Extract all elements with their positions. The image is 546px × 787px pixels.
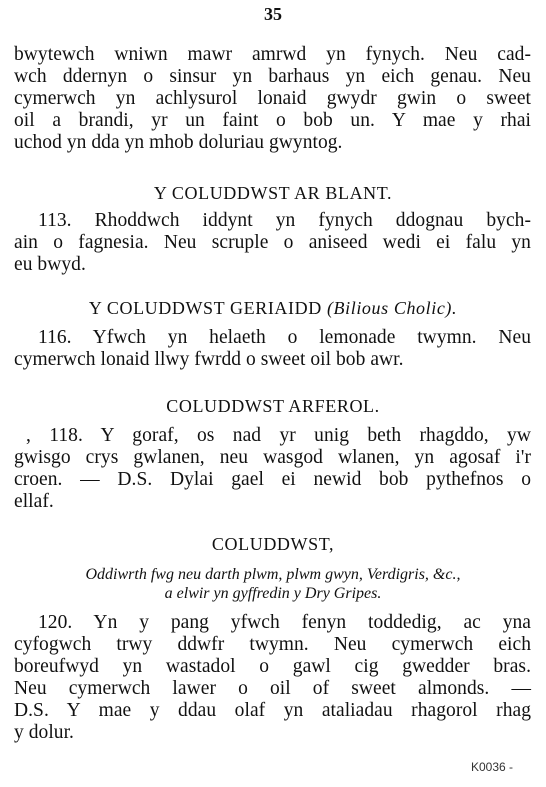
section-heading: COLUDDWST ARFEROL. (166, 396, 380, 416)
subheading-line: a elwir yn gyffredin y Dry Gripes. (164, 585, 382, 602)
text-line: ain o fagnesia. Neu scruple o aniseed wedi ei falu yn (14, 232, 531, 253)
section-heading: Y COLUDDWST AR BLANT. (153, 183, 393, 203)
section-subheading (0, 565, 546, 603)
section-113-paragraph (14, 210, 531, 276)
text-line: boreufwyd yn wastadol o gawl cig gwedder bras. (14, 656, 531, 677)
catalog-number: K0036 - (471, 760, 514, 774)
heading-text: Y COLUDDWST GERIAIDD (88, 298, 322, 318)
text-line: croen. — D.S. Dylai gael ei newid bob pythefnos o (14, 469, 531, 490)
text-line: cymerwch lonaid llwy fwrdd o sweet oil bob awr. (14, 349, 404, 370)
text-line: y dolur. (14, 722, 74, 743)
text-line: gwisgo crys gwlanen, neu wasgod wlanen, yn agosaf i'r (14, 447, 531, 468)
text-line: ellaf. (14, 491, 54, 512)
text-line: D.S. Y mae y ddau olaf yn ataliadau rhagorol rhag (14, 700, 531, 721)
opening-paragraph (14, 44, 531, 154)
section-heading: COLUDDWST, (211, 534, 335, 554)
subheading-line: Oddiwrth fwg neu darth plwm, plwm gwyn, Verdigris, &c., (85, 566, 461, 583)
section-heading (0, 298, 546, 319)
page-number: 35 (264, 4, 282, 24)
text-line: Neu cymerwch lawer o oil of sweet almonds. — (14, 678, 531, 699)
section-118-paragraph (14, 425, 531, 513)
section-120-paragraph (14, 612, 531, 744)
text-line: cymerwch yn achlysurol lonaid gwydr gwin o sweet (14, 88, 531, 109)
text-line: 113. Rhoddwch iddynt yn fynych ddognau bych- (38, 210, 531, 231)
text-line: 120. Yn y pang yfwch fenyn toddedig, ac yna (38, 612, 531, 633)
heading-parenthetical: (Bilious Cholic). (326, 298, 458, 318)
section-116-paragraph (14, 327, 531, 371)
text-line: wch ddernyn o sinsur yn barhaus yn eich genau. Neu (14, 66, 531, 87)
text-line: oil a brandi, yr un faint o bob un. Y mae y rhai (14, 110, 531, 131)
text-line: eu bwyd. (14, 254, 86, 275)
text-line: , 118. Y goraf, os nad yr unig beth rhagddo, yw (26, 425, 531, 446)
text-line: 116. Yfwch yn helaeth o lemonade twymn. Neu (38, 327, 531, 348)
text-line: uchod yn dda yn mhob doluriau gwyntog. (14, 132, 343, 153)
text-line: bwytewch wniwn mawr amrwd yn fynych. Neu cad- (14, 44, 531, 65)
text-line: cyfogwch trwy ddwfr twymn. Neu cymerwch eich (14, 634, 531, 655)
